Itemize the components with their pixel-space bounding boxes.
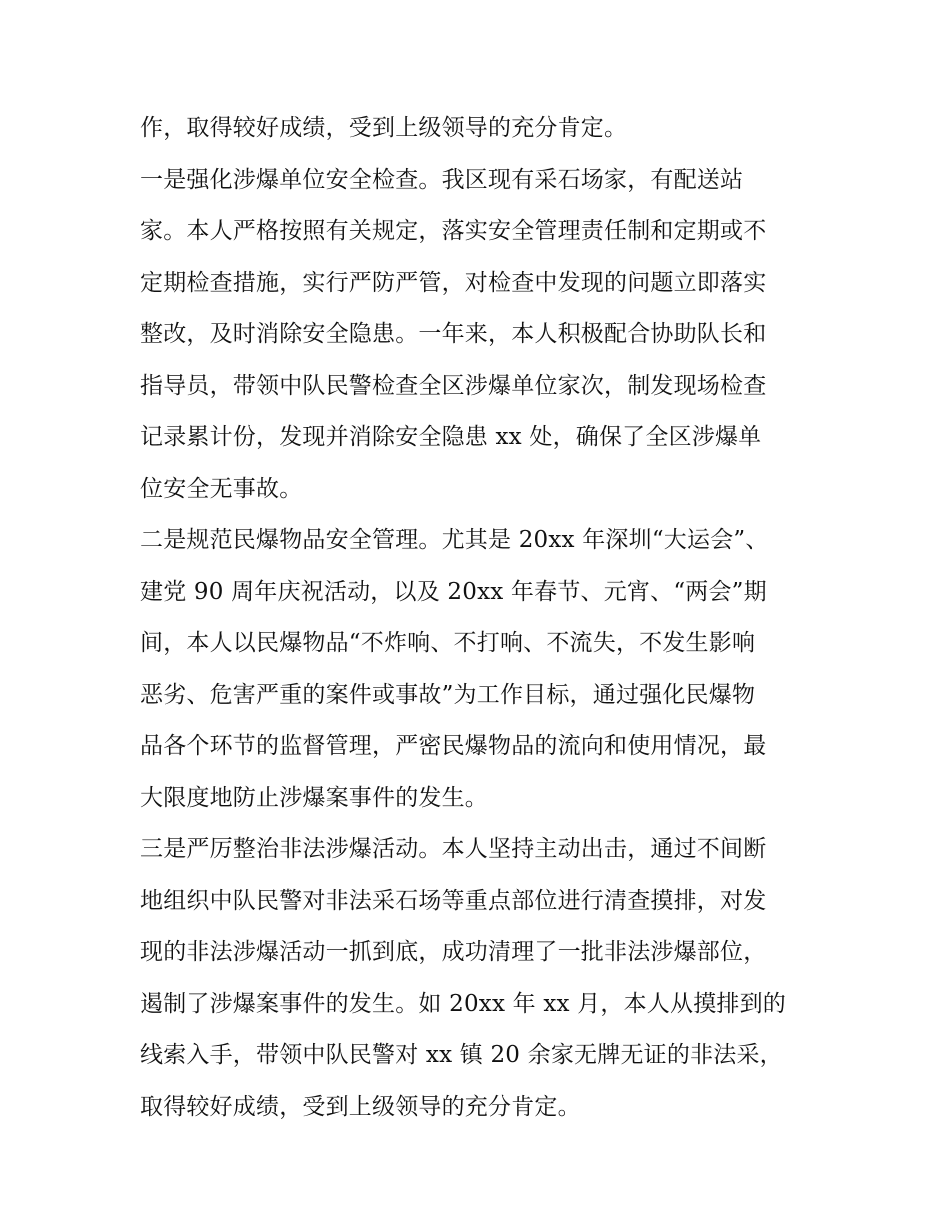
text-line: 地组织中队民警对非法采石场等重点部位进行清查摸排，对发 bbox=[140, 887, 767, 914]
text-line: 作，取得较好成绩，受到上级领导的充分肯定。 bbox=[140, 115, 628, 141]
text-line: 现的非法涉爆活动一抓到底，成功清理了一批非法涉爆部位， bbox=[140, 939, 767, 965]
text-line: 家。本人严格按照有关规定，落实安全管理责任制和定期或不 bbox=[140, 218, 767, 244]
text-line: 记录累计份，发现并消除安全隐患 xx 处，确保了全区涉爆单 bbox=[140, 424, 762, 450]
text-line: 三是严厉整治非法涉爆活动。本人坚持主动出击，通过不间断 bbox=[140, 836, 767, 862]
document-body bbox=[140, 103, 820, 1133]
text-line: 恶劣、危害严重的案件或事故”为工作目标，通过强化民爆物 bbox=[140, 681, 756, 708]
text-line: 取得较好成绩，受到上级领导的充分肯定。 bbox=[140, 1093, 581, 1120]
text-line: 线索入手，带领中队民警对 xx 镇 20 余家无牌无证的非法采， bbox=[140, 1042, 783, 1068]
text-line: 遏制了涉爆案事件的发生。如 20xx 年 xx 月，本人从摸排到的 bbox=[140, 990, 786, 1017]
text-line: 间，本人以民爆物品“不炸响、不打响、不流失，不发生影响 bbox=[140, 630, 756, 656]
text-line: 大限度地防止涉爆案事件的发生。 bbox=[140, 784, 488, 811]
text-line: 指导员，带领中队民警检查全区涉爆单位家次，制发现场检查 bbox=[140, 372, 767, 399]
text-line: 一是强化涉爆单位安全检查。我区现有采石场家，有配送站 bbox=[140, 166, 744, 193]
text-line: 整改，及时消除安全隐患。一年来，本人积极配合协助队长和 bbox=[140, 321, 767, 347]
text-line: 建党 90 周年庆祝活动，以及 20xx 年春节、元宵、“两会”期 bbox=[140, 578, 767, 605]
text-line: 位安全无事故。 bbox=[140, 475, 303, 502]
text-line: 定期检查措施，实行严防严管，对检查中发现的问题立即落实 bbox=[140, 269, 767, 296]
text-line: 二是规范民爆物品安全管理。尤其是 20xx 年深圳“大运会”、 bbox=[140, 527, 769, 553]
text-line: 品各个环节的监督管理，严密民爆物品的流向和使用情况，最 bbox=[140, 733, 767, 759]
